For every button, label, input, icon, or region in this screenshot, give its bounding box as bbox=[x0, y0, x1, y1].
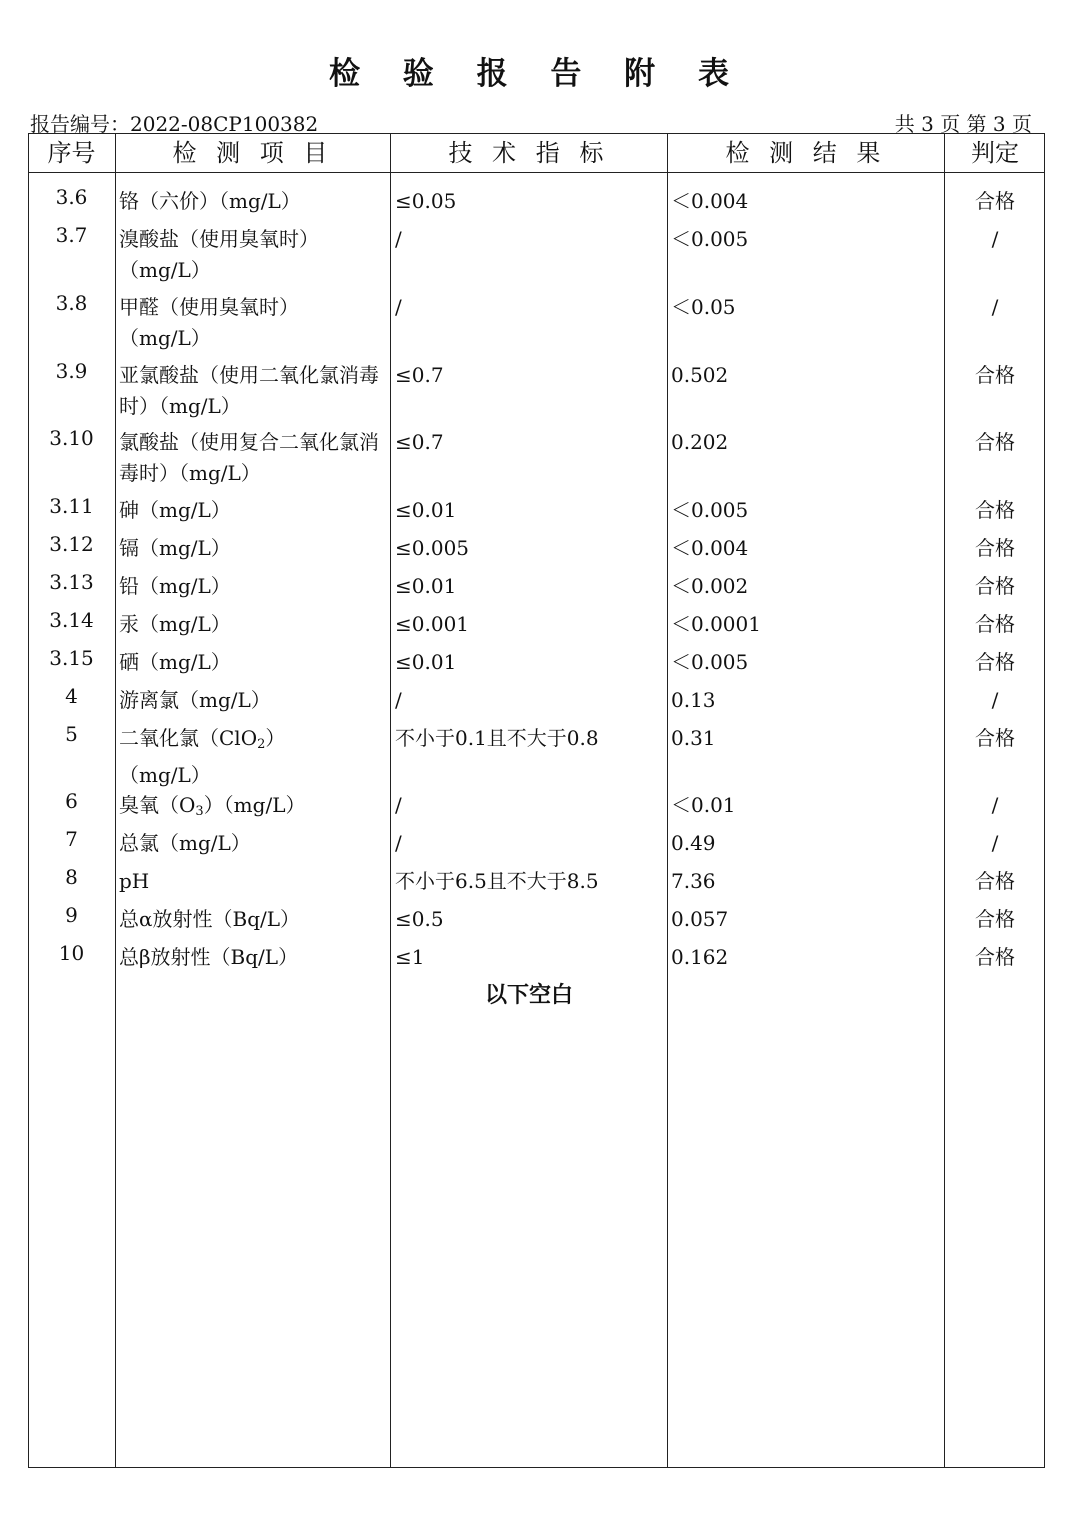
row-standard: 不小于6.5且不大于8.5 bbox=[395, 869, 599, 893]
page-info: 共 3 页 第 3 页 bbox=[894, 112, 1032, 136]
header-item: 检 测 项 目 bbox=[172, 139, 334, 167]
row-result: ＜0.005 bbox=[671, 498, 749, 522]
row-no: 3.8 bbox=[55, 291, 88, 315]
row-no: 7 bbox=[65, 827, 78, 851]
header-result: 检 测 结 果 bbox=[725, 139, 887, 167]
column-divider bbox=[390, 133, 391, 1468]
row-item: 汞（mg/L） bbox=[119, 612, 231, 636]
row-standard: ≤0.7 bbox=[395, 363, 444, 387]
row-item-subscript: 2 bbox=[257, 737, 266, 752]
report-number: 报告编号：2022-08CP100382 bbox=[30, 112, 319, 136]
header-no: 序号 bbox=[47, 139, 96, 167]
row-item: 氯酸盐（使用复合二氧化氯消毒时）（mg/L） bbox=[119, 430, 379, 485]
row-item: 砷（mg/L） bbox=[119, 498, 231, 522]
row-judgement: / bbox=[991, 793, 999, 817]
row-judgement: 合格 bbox=[975, 498, 1015, 522]
row-standard: ≤0.01 bbox=[395, 574, 457, 598]
row-item: 铬（六价）（mg/L） bbox=[119, 189, 301, 213]
header-judgement: 判定 bbox=[971, 139, 1019, 167]
row-no: 3.14 bbox=[49, 608, 94, 632]
row-standard: / bbox=[395, 227, 402, 251]
row-standard: ≤0.001 bbox=[395, 612, 470, 636]
row-no: 4 bbox=[65, 684, 78, 708]
row-judgement: 合格 bbox=[975, 907, 1015, 931]
row-item-prefix: 臭氧（O bbox=[119, 793, 196, 817]
row-result: ＜0.0001 bbox=[671, 612, 761, 636]
row-no: 3.15 bbox=[49, 646, 94, 670]
row-judgement: 合格 bbox=[975, 726, 1015, 750]
row-item: 总β放射性（Bq/L） bbox=[119, 945, 299, 969]
row-result: 0.49 bbox=[671, 831, 716, 855]
row-judgement: 合格 bbox=[975, 574, 1015, 598]
row-result: ＜0.004 bbox=[671, 189, 749, 213]
row-judgement: 合格 bbox=[975, 189, 1015, 213]
row-result: ＜0.005 bbox=[671, 650, 749, 674]
report-title: 检 验 报 告 附 表 bbox=[329, 56, 745, 92]
row-judgement: 合格 bbox=[975, 945, 1015, 969]
row-judgement: 合格 bbox=[975, 869, 1015, 893]
row-result: 0.162 bbox=[671, 945, 729, 969]
row-result: 0.202 bbox=[671, 430, 729, 454]
row-item: 硒（mg/L） bbox=[119, 650, 231, 674]
row-item-suffix: ）（mg/L） bbox=[119, 726, 286, 787]
header-divider bbox=[28, 172, 1045, 173]
row-result: 7.36 bbox=[671, 869, 716, 893]
row-item: 溴酸盐（使用臭氧时）（mg/L） bbox=[119, 227, 319, 282]
row-standard: ≤0.005 bbox=[395, 536, 470, 560]
row-result: 0.31 bbox=[671, 726, 716, 750]
row-item: 亚氯酸盐（使用二氧化氯消毒时）（mg/L） bbox=[119, 363, 379, 418]
row-item: 甲醛（使用臭氧时）（mg/L） bbox=[119, 295, 299, 350]
column-divider bbox=[115, 133, 116, 1468]
row-judgement: 合格 bbox=[975, 650, 1015, 674]
row-no: 3.13 bbox=[49, 570, 94, 594]
row-item: 游离氯（mg/L） bbox=[119, 688, 271, 712]
row-no: 10 bbox=[58, 941, 85, 965]
row-item-subscript: 3 bbox=[195, 804, 204, 819]
row-result: 0.502 bbox=[671, 363, 729, 387]
end-note: 以下空白 bbox=[484, 983, 573, 1008]
row-judgement: / bbox=[991, 688, 999, 712]
header-standard: 技 术 指 标 bbox=[448, 139, 610, 167]
row-item bbox=[119, 790, 389, 827]
row-result: 0.13 bbox=[671, 688, 716, 712]
row-judgement: / bbox=[991, 295, 999, 319]
row-item: 总α放射性（Bq/L） bbox=[119, 907, 301, 931]
row-no: 8 bbox=[65, 865, 78, 889]
row-item-suffix: ）（mg/L） bbox=[203, 793, 306, 817]
row-standard: / bbox=[395, 831, 402, 855]
row-no: 3.9 bbox=[55, 359, 88, 383]
row-result: ＜0.05 bbox=[671, 295, 736, 319]
column-divider bbox=[667, 133, 668, 1468]
row-standard: ≤0.5 bbox=[395, 907, 444, 931]
row-no: 3.10 bbox=[49, 426, 94, 450]
row-result: ＜0.002 bbox=[671, 574, 749, 598]
row-result: ＜0.01 bbox=[671, 793, 736, 817]
row-judgement: 合格 bbox=[975, 536, 1015, 560]
row-item-prefix: 二氧化氯（ClO bbox=[119, 726, 258, 750]
row-item: pH bbox=[119, 869, 150, 893]
row-standard: ≤0.01 bbox=[395, 498, 457, 522]
row-standard: / bbox=[395, 793, 402, 817]
row-item: 镉（mg/L） bbox=[119, 536, 231, 560]
row-standard: ≤1 bbox=[395, 945, 425, 969]
row-no: 3.7 bbox=[55, 223, 88, 247]
row-no: 6 bbox=[65, 789, 78, 813]
row-no: 5 bbox=[65, 722, 78, 746]
row-no: 9 bbox=[65, 903, 78, 927]
row-standard: / bbox=[395, 295, 402, 319]
row-item: 总氯（mg/L） bbox=[119, 831, 251, 855]
row-item: 铅（mg/L） bbox=[119, 574, 231, 598]
row-standard: ≤0.7 bbox=[395, 430, 444, 454]
row-judgement: 合格 bbox=[975, 363, 1015, 387]
row-standard: ≤0.05 bbox=[395, 189, 457, 213]
row-result: ＜0.005 bbox=[671, 227, 749, 251]
row-judgement: 合格 bbox=[975, 612, 1015, 636]
row-standard: / bbox=[395, 688, 402, 712]
row-result: ＜0.004 bbox=[671, 536, 749, 560]
row-result: 0.057 bbox=[671, 907, 729, 931]
row-item bbox=[119, 723, 329, 791]
row-no: 3.11 bbox=[49, 494, 94, 518]
row-standard: ≤0.01 bbox=[395, 650, 457, 674]
row-standard: 不小于0.1且不大于0.8 bbox=[395, 726, 599, 750]
row-judgement: / bbox=[991, 227, 999, 251]
row-no: 3.6 bbox=[55, 185, 88, 209]
row-no: 3.12 bbox=[49, 532, 94, 556]
row-judgement: 合格 bbox=[975, 430, 1015, 454]
row-judgement: / bbox=[991, 831, 999, 855]
